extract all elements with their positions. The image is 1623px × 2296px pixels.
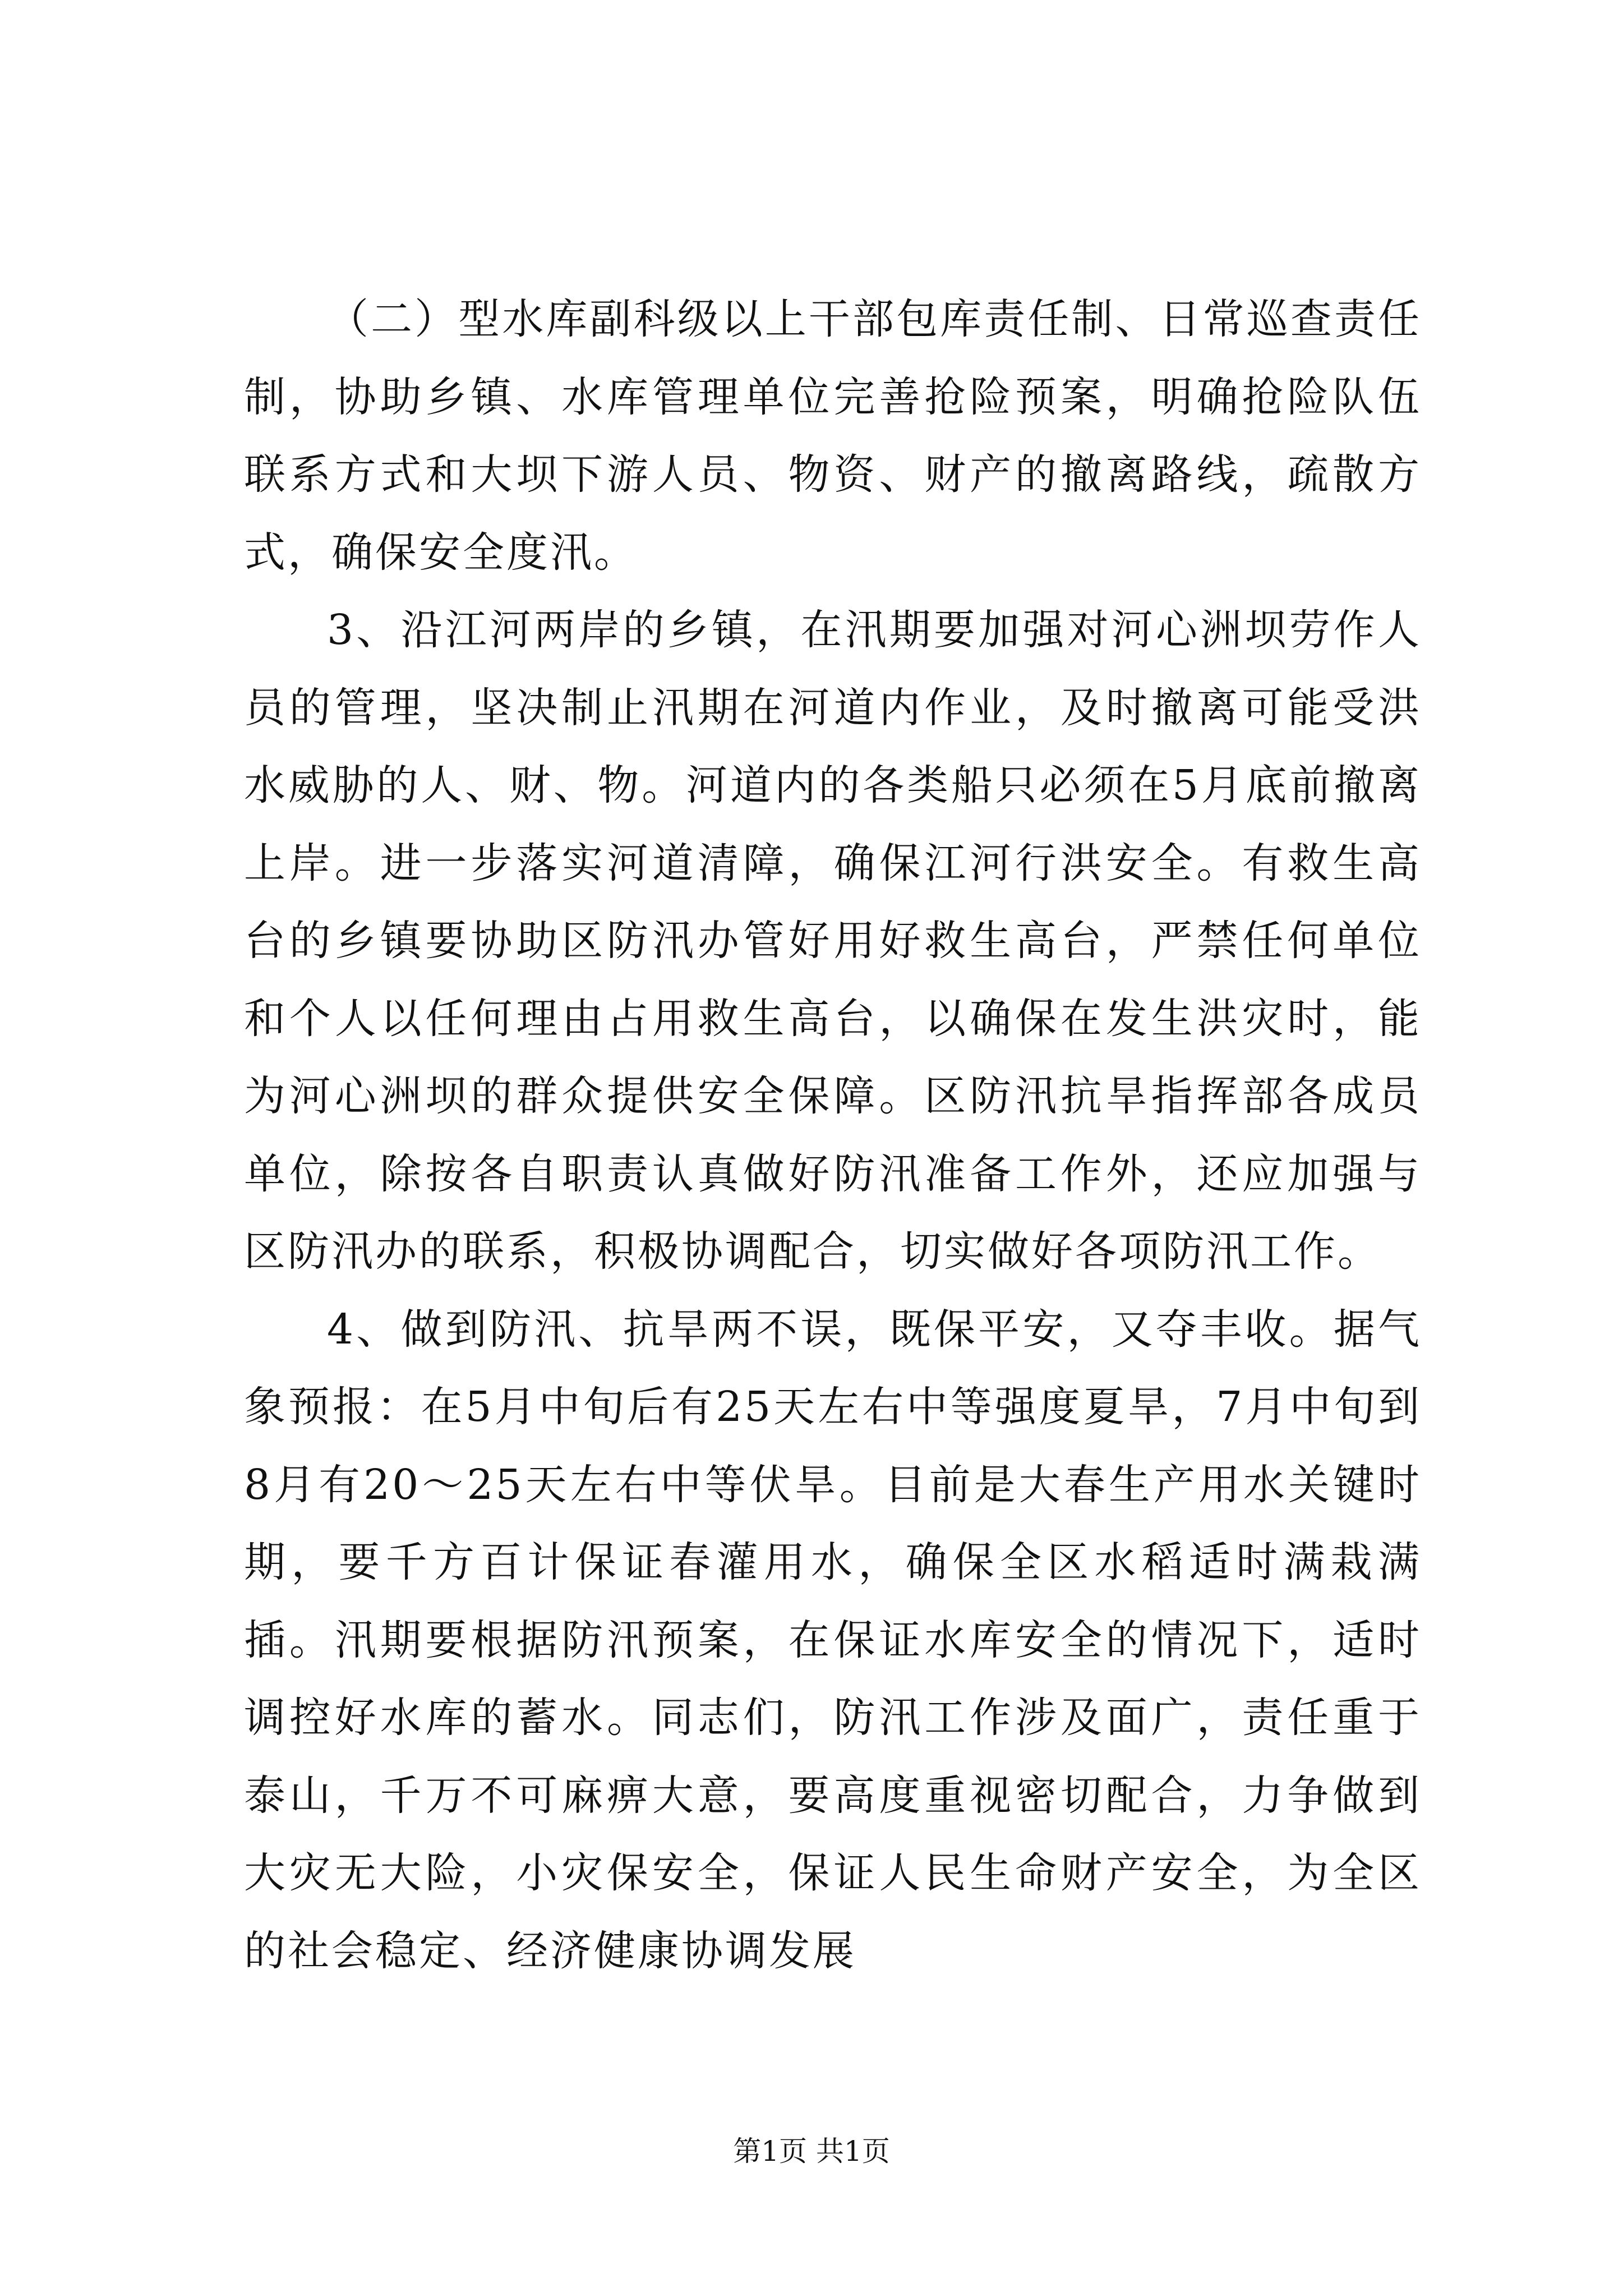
paragraph-3: 4、做到防汛、抗旱两不误，既保平安，又夺丰收。据气象预报：在5月中旬后有25天左右中等强度夏旱，7月中旬到8月有20～25天左右中等伏旱。目前是大春生产用水关键时期，要千方百计保证春灌用水，确保全区水稻适时满栽满插。汛期要根据防汛预案，在保证水库安全的情况下，适时调控好水库的蓄水。同志们，防汛工作涉及面广，责任重于泰山，千万不可麻痹大意，要高度重视密切配合，力争做到大灾无大险，小灾保安全，保证人民生命财产安全，为全区的社会稳定、经济健康协调发展 [244,1305,1422,1975]
paragraph-2: 3、沿江河两岸的乡镇，在汛期要加强对河心洲坝劳作人员的管理，坚决制止汛期在河道内作业，及时撤离可能受洪水威胁的人、财、物。河道内的各类船只必须在5月底前撤离上岸。进一步落实河道清障，确保江河行洪安全。有救生高台的乡镇要协助区防汛办管好用好救生高台，严禁任何单位和个人以任何理由占用救生高台，以确保在发生洪灾时，能为河心洲坝的群众提供安全保障。区防汛抗旱指挥部各成员单位，除按各自职责认真做好防汛准备工作外，还应加强与区防汛办的联系，积极协调配合，切实做好各项防汛工作。 [244,606,1422,1276]
page-footer: 第1页 共1页 [733,2135,890,2168]
paragraph-1: （二）型水库副科级以上干部包库责任制、日常巡查责任制，协助乡镇、水库管理单位完善抢险预案，明确抢险队伍联系方式和大坝下游人员、物资、财产的撤离路线，疏散方式，确保安全度汛。 [244,295,1422,577]
document-body [244,280,1422,1990]
